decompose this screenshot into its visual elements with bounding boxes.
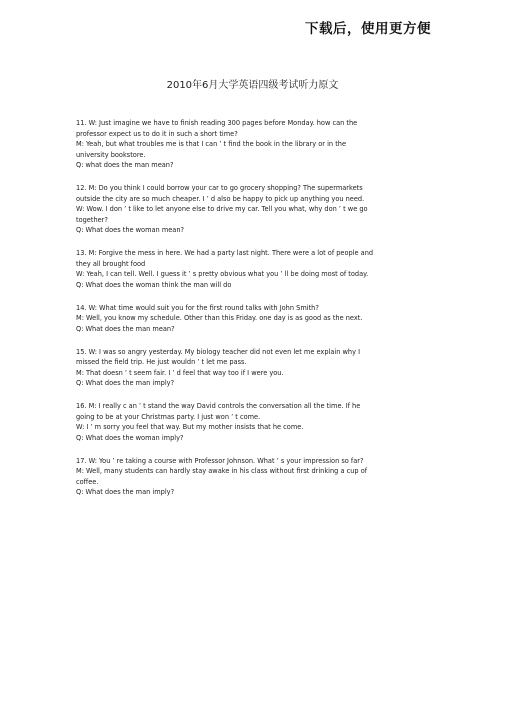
text-line: M: That doesn ’ t seem fair. I ’ d feel that way too if I were you. [76,368,284,377]
text-line: university bookstore. [76,150,146,159]
question-block [76,118,491,171]
text-line: 17. W: You ’ re taking a course with Professor Johnson. What ’ s your impression so far? [76,456,364,465]
text-line: together? [76,215,108,224]
question-block [76,303,491,335]
text-line: Q: What does the woman think the man will do [76,280,232,289]
text-line: Q: What does the man imply? [76,379,175,387]
question-block [76,183,491,236]
transcript-content [76,118,491,510]
text-line: 14. W: What time would suit you for the first round talks with John Smith? [76,303,319,312]
text-line: Q: What does the man mean? [76,324,175,333]
text-line: going to be at your Christmas party. I just won ’ t come. [76,412,261,421]
text-line: coffee. [76,477,99,486]
text-line: Q: What does the man imply? [76,488,175,496]
text-line: W: Yeah, I can tell. Well. I guess it ’ s pretty obvious what you ’ ll be doing most of today. [76,270,369,278]
text-line: W: I ’ m sorry you feel that way. But my mother insists that he come. [76,423,304,431]
page-title: 2010年6月大学英语四级考试听力原文 [166,80,339,91]
text-line: they all brought food [76,259,146,268]
text-line: 11. W: Just imagine we have to finish reading 300 pages before Monday. how can the [76,119,358,127]
question-block [76,401,491,443]
text-line: Q: What does the woman mean? [76,226,185,234]
text-line: professor expect us to do it in such a short time? [76,129,238,138]
text-line: missed the field trip. He just wouldn ’ t let me pass. [76,358,247,366]
question-block [76,248,491,290]
text-line: Q: what does the man mean? [76,161,174,169]
text-line: outside the city are so much cheaper. I ’ d also be happy to pick up anything you need. [76,194,365,203]
text-line: M: Yeah, but what troubles me is that I can ’ t find the book in the library or in the [76,140,347,148]
text-line: 12. M: Do you think I could borrow your car to go grocery shopping? The supermarkets [76,184,363,192]
text-line: W: Wow. I don ’ t like to let anyone else to drive my car. Tell you what, why don ’ t we go [76,205,368,213]
text-line: M: Well, many students can hardly stay awake in his class without first drinking a cup of [76,467,368,475]
download-banner: 下载后，使用更方便 [305,21,431,37]
text-line: 15. W: I was so angry yesterday. My biology teacher did not even let me explain why I [76,347,361,356]
text-line: 16. M: I really c an ’ t stand the way David controls the conversation all the time. If he [76,402,361,410]
text-line: 13. M: Forgive the mess in here. We had a party last night. There were a lot of people and [76,249,374,257]
text-line: M: Well, you know my schedule. Other than this Friday. one day is as good as the next. [76,314,363,322]
question-block [76,456,491,498]
question-block [76,347,491,389]
text-line: Q: What does the woman imply? [76,433,184,442]
